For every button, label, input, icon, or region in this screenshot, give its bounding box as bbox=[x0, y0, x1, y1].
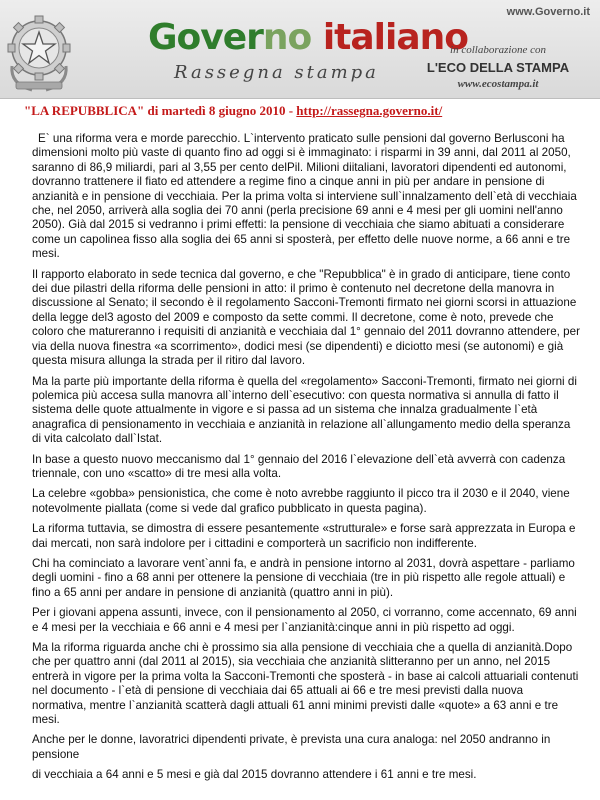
article-body bbox=[32, 132, 580, 789]
header-banner bbox=[0, 0, 600, 99]
logo-word-2: no bbox=[262, 17, 312, 58]
article-paragraph: La riforma tuttavia, se dimostra di essere pesantemente «strutturale» e forse sarà apprezzata in Europa e dai mercati, non sarà indolore per i cittadini e comporterà un sacrificio non indifferente. bbox=[32, 522, 576, 550]
collaboration-label: in collaborazione con bbox=[450, 44, 546, 56]
italian-republic-emblem-icon bbox=[2, 4, 76, 94]
article-paragraph: In base a questo nuovo meccanismo dal 1° gennaio del 2016 l`elevazione dell`età avverrà con cadenza triennale, con uno «scatto» di tre mesi alla volta. bbox=[32, 452, 566, 480]
partner-url[interactable]: www.ecostampa.it bbox=[457, 78, 539, 90]
header-partner-info bbox=[398, 4, 598, 94]
logo-word-3: italiano bbox=[311, 17, 469, 58]
article-paragraph: Chi ha cominciato a lavorare vent`anni fa, e andrà in pensione intorno al 2031, dovrà aspettare - parliamo degli uomini - fino a 68 anni per ottenere la pensione di vecchiaia (tre in più rispetto alle regole attuali) e fino a 65 anni per andare in pensione di anzianità (quattro anni in più). bbox=[32, 556, 575, 599]
logo-subtitle: Rassegna stampa bbox=[174, 62, 379, 83]
article-paragraph: Ma la parte più importante della riforma è quella del «regolamento» Sacconi-Tremonti, firmato nei giorni di polemica più accesa sulla manovra all`interno dell`esecutivo: con questa normativa si annulla di fatto il sistema delle quote attualmente in vigore e si passa ad un sistema che innalza gradualmente l`età anagrafica di pensionamento in vecchiaia e anzianità in relazione all`allungamento medio della speranza di vita calcolato dall`Istat. bbox=[32, 374, 577, 446]
article-paragraph: Ma la riforma riguarda anche chi è prossimo sia alla pensione di vecchiaia che a quella di anzianità.Dopo che per quattro anni (dal 2011 al 2015), sia vecchiaia che anzianità slitteranno per un anno, nel 2015 entrerà in vigore per la prima volta la Sacconi-Tremonti che sposterà - in base ai calcoli attuariali contenuti nel documento - l`età di pensione di vecchiaia dai 65 attuali ai 66 e tre mesi previsti dalla nuova normativa, mentre l`anzianità scatterà dagli attuali 61 anni minimi previsti dalle «quote» a 63 anni e tre mesi. bbox=[32, 641, 579, 727]
article-paragraph: Per i giovani appena assunti, invece, con il pensionamento al 2050, ci vorranno, come accennato, 69 anni e 4 mesi per la vecchiaia e 66 anni e 4 mesi per l`anzianità:cinque anni in più rispetto ad oggi. bbox=[32, 606, 577, 634]
logo-word-1: Gover bbox=[148, 17, 263, 58]
article-paragraph: Il rapporto elaborato in sede tecnica dal governo, e che "Repubblica" è in grado di anticipare, tiene conto dei due pilastri della riforma delle pensioni in atto: il primo è contenuto nel decretone della manovra in discussione al Senato; il secondo è il regolamento Sacconi-Tremonti firmato nei giorni scorsi in attuazione della legge del3 agosto del 2009 e composto da sette commi. Il decretone, come è noto, prevede che coloro che matureranno i requisiti di anzianità e vecchiaia dal 1° gennaio del 2011 dovranno attendere, per via della nuova finestra «a scorrimento», dodici mesi (se dipendenti) e diciotto mesi (se autonomi) e già questa misura allunga la strada per il ritiro dal lavoro. bbox=[32, 267, 580, 368]
article-paragraph: La celebre «gobba» pensionistica, che come è noto avrebbe raggiunto il picco tra il 2030 e il 2040, viene notevolmente piallata (come si vede dal grafico pubblicato in questa pagina). bbox=[32, 487, 570, 515]
governo-italiano-logo bbox=[148, 17, 469, 88]
partner-name: L'ECO DELLA STAMPA bbox=[426, 60, 570, 75]
source-line bbox=[24, 103, 594, 119]
article-paragraph: Anche per le donne, lavoratrici dipendenti private, è prevista una cura analoga: nel 2050 andranno in pensione bbox=[32, 733, 551, 761]
article-paragraph: di vecchiaia a 64 anni e 5 mesi e già dal 2015 dovranno attendere i 61 anni e tre mesi. bbox=[32, 768, 477, 782]
source-label: "LA REPUBBLICA" di martedì 8 giugno 2010 - bbox=[24, 103, 297, 118]
site-url[interactable]: www.Governo.it bbox=[506, 6, 590, 18]
source-link[interactable]: http://rassegna.governo.it/ bbox=[296, 103, 443, 118]
article-paragraph: E` una riforma vera e morde parecchio. L`intervento praticato sulle pensioni dal governo Berlusconi ha dimensioni molto più vaste di quanto fino ad oggi si è immaginato: i risparmi in 39 anni, dal 2011 al 2050, saranno di 86,9 miliardi, pari al 3,55 per cento delPil. Milioni diitaliani, lavoratori dipendenti ed autonomi, dovranno trattenere il fiato ed attendere a regime fino a cinque anni in più per andare in pensione di anzianità e in pensione di vecchiaia. Per la prima volta si interviene sull`innalzamento dell`età di vecchiaia che, nel 2050, arriverà alla soglia dei 70 anni (perla precisione 69 anni e 4 mesi per gli uomini nell'anno 2050). Già dal 2015 si vedranno i primi effetti: la pensione di vecchiaia che siamo abituati a considerare come un capolinea fisso alla soglia dei 65 anni si sposterà, per effetto delle nuove norme, a 66 anni e tre mesi. bbox=[32, 132, 577, 261]
